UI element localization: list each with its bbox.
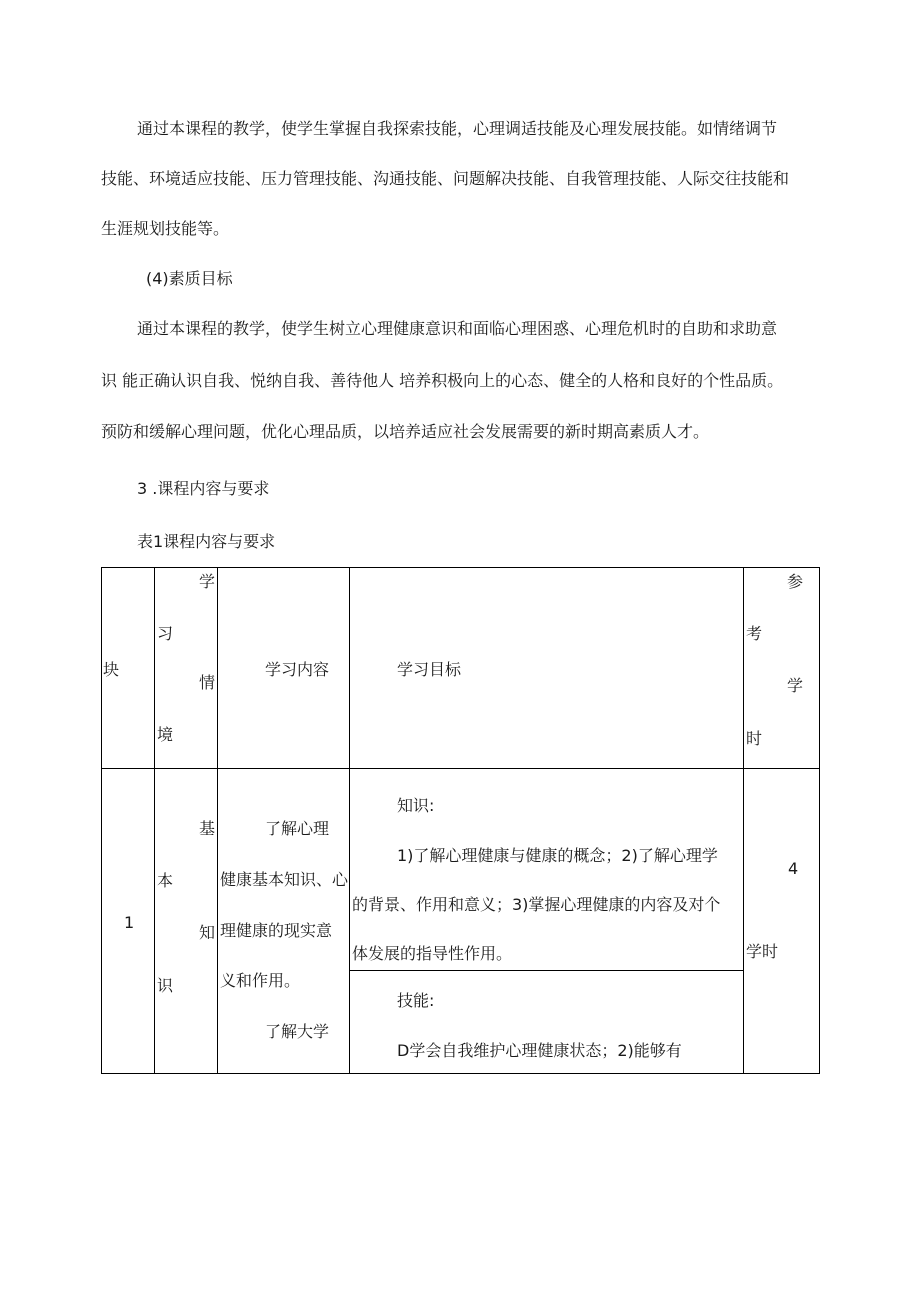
row1-hours-unit: 学时 [746, 942, 779, 961]
paragraph-quality-line-1: 通过本课程的教学，使学生树立心理健康意识和面临心理困惑、心理危机时的自助和求助意 [137, 319, 778, 338]
section-heading: 3 .课程内容与要求 [137, 479, 270, 498]
row1-content-line-5: 了解大学 [265, 1022, 330, 1041]
table-col-divider-2 [217, 567, 218, 1074]
row1-content-line-2: 健康基本知识、心 [220, 870, 348, 889]
row1-hours-value: 4 [788, 859, 799, 878]
table-col-divider-4 [743, 567, 744, 1074]
row1-content-line-1: 了解心理 [265, 819, 330, 838]
header-hours-char-1: 参 [787, 572, 804, 591]
row1-content-line-3: 理健康的现实意 [220, 921, 333, 940]
paragraph-skills-line-3: 生涯规划技能等。 [101, 219, 230, 238]
row1-situation-char-4: 识 [157, 976, 174, 995]
header-hours-char-3: 学 [787, 676, 804, 695]
row1-situation-char-2: 本 [157, 871, 174, 890]
paragraph-skills-line-2: 技能、环境适应技能、压力管理技能、沟通技能、问题解决技能、自我管理技能、人际交往技能和 [101, 169, 790, 188]
header-hours-char-4: 时 [746, 729, 763, 748]
row1-content-line-4: 义和作用。 [220, 971, 301, 990]
table-header-divider [101, 768, 820, 769]
table-border-bottom [101, 1073, 820, 1074]
table-col-divider-3 [349, 567, 350, 1074]
row1-knowledge-line-2: 的背景、作用和意义；3)掌握心理健康的内容及对个 [352, 895, 721, 914]
header-module: 块 [103, 660, 120, 679]
row1-knowledge-line-1: 1)了解心理健康与健康的概念；2)了解心理学 [397, 846, 718, 865]
paragraph-quality-line-3: 预防和缓解心理问题，优化心理品质，以培养适应社会发展需要的新时期高素质人才。 [101, 422, 710, 441]
header-objective: 学习目标 [397, 660, 462, 679]
row1-knowledge-label: 知识: [397, 796, 435, 815]
header-situation-char-1: 学 [199, 572, 216, 591]
row1-skill-line-1: D学会自我维护心理健康状态；2)能够有 [397, 1041, 682, 1060]
row1-skill-label: 技能: [397, 991, 435, 1010]
header-content: 学习内容 [265, 660, 330, 679]
header-hours-char-2: 考 [746, 624, 763, 643]
row1-situation-char-1: 基 [199, 819, 216, 838]
row1-knowledge-line-3: 体发展的指导性作用。 [352, 944, 513, 963]
paragraph-quality-line-2: 识 能正确认识自我、悦纳自我、善待他人 培养积极向上的心态、健全的人格和良好的个性品质。 [101, 371, 784, 390]
header-situation-char-3: 情 [199, 673, 216, 692]
table-border-right [819, 567, 820, 1074]
header-situation-char-2: 习 [157, 624, 174, 643]
quality-heading: (4)素质目标 [146, 269, 233, 288]
table-inner-divider [349, 970, 743, 971]
row1-situation-char-3: 知 [199, 923, 216, 942]
table-border-left [101, 567, 102, 1074]
table-caption: 表1课程内容与要求 [137, 532, 276, 551]
table-border-top [101, 567, 820, 568]
header-situation-char-4: 境 [157, 725, 174, 744]
paragraph-skills-line-1: 通过本课程的教学，使学生掌握自我探索技能，心理调适技能及心理发展技能。如情绪调节 [137, 119, 778, 138]
table-col-divider-1 [154, 567, 155, 1074]
row1-module: 1 [124, 913, 135, 932]
